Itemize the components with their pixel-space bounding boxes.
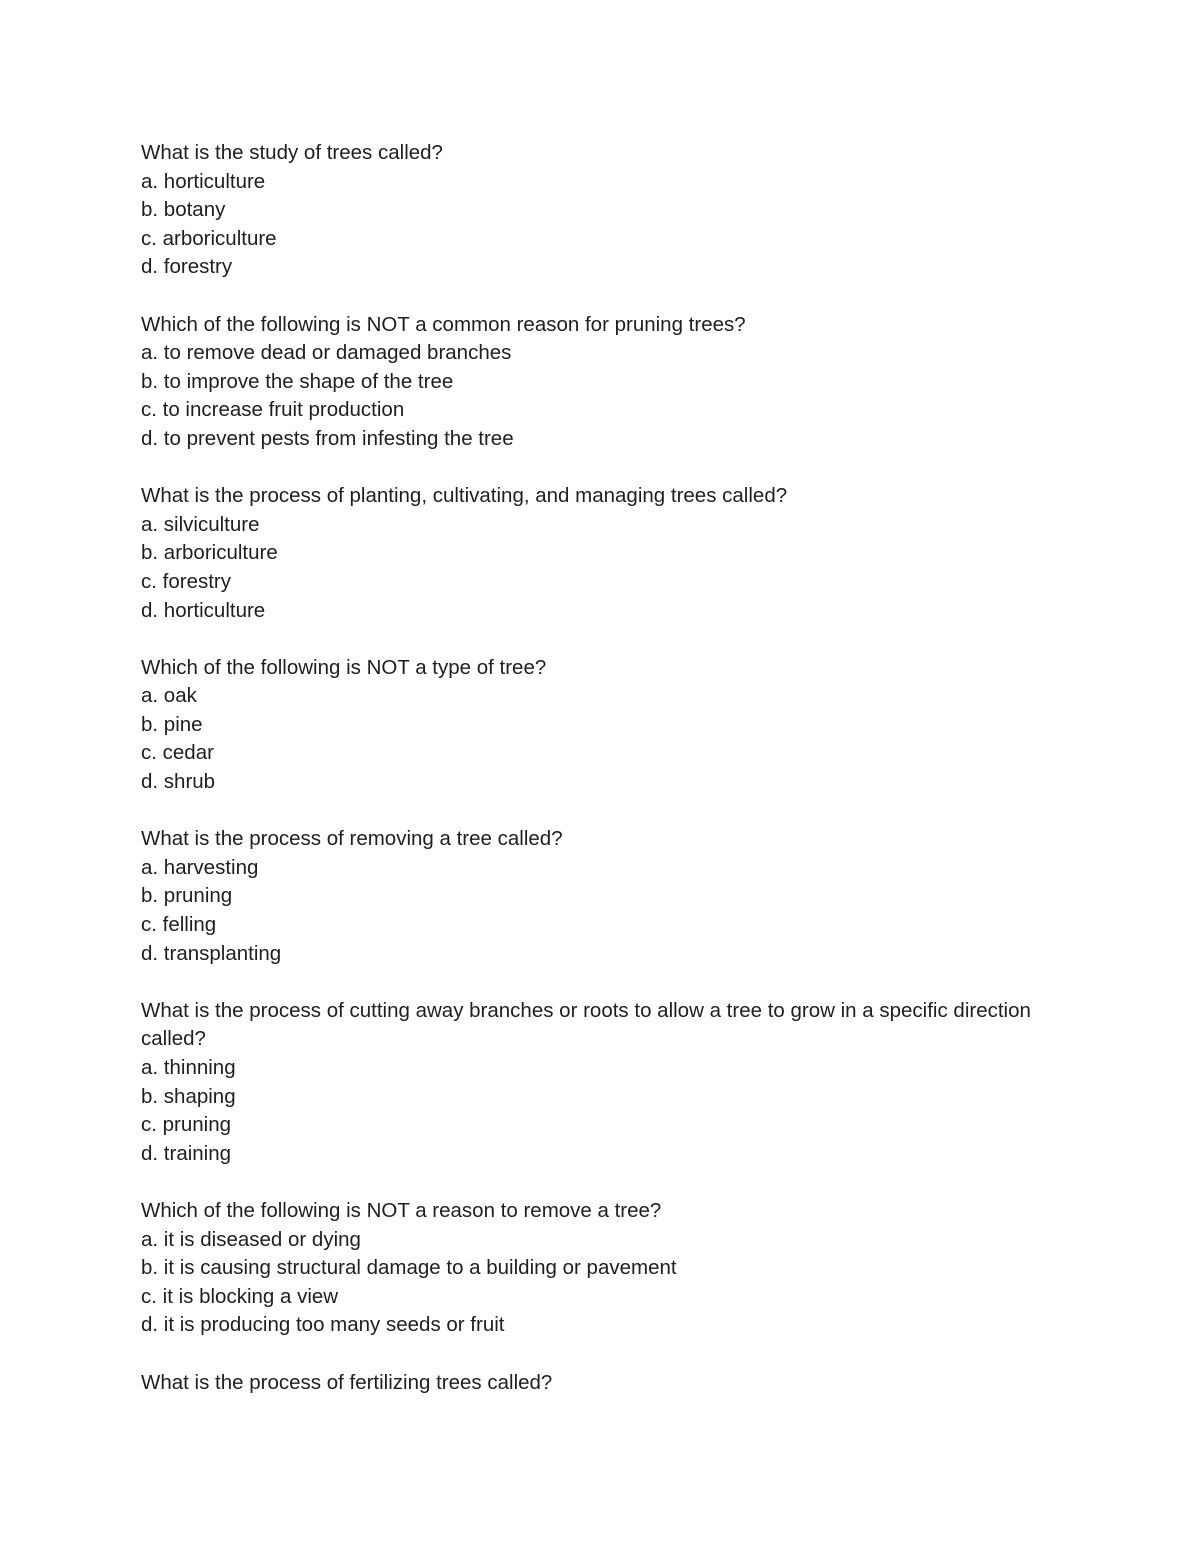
- question-text: Which of the following is NOT a reason to remove a tree?: [141, 1198, 662, 1222]
- answer-option: d. training: [141, 1141, 232, 1165]
- question-block: [141, 1369, 1041, 1398]
- answer-option: d. forestry: [141, 255, 233, 279]
- answer-option: a. thinning: [141, 1056, 236, 1079]
- answer-option: c. arboriculture: [141, 226, 277, 250]
- answer-option: c. cedar: [141, 741, 214, 765]
- answer-option: c. forestry: [141, 569, 231, 593]
- answer-option: b. it is causing structural damage to a building or pavement: [141, 1256, 677, 1280]
- question-text: Which of the following is NOT a common reason for pruning trees?: [141, 312, 746, 336]
- answer-option: b. pine: [141, 712, 203, 736]
- answer-option: c. it is blocking a view: [141, 1284, 339, 1308]
- answer-option: d. horticulture: [141, 598, 266, 622]
- answer-option: a. silviculture: [141, 512, 260, 536]
- answer-option: b. botany: [141, 198, 226, 222]
- question-text: What is the process of planting, cultivating, and managing trees called?: [141, 484, 788, 508]
- question-text: What is the study of trees called?: [141, 141, 443, 164]
- answer-option: d. shrub: [141, 770, 216, 794]
- question-block: [141, 139, 1041, 282]
- question-block: [141, 654, 1041, 797]
- question-text: What is the process of removing a tree called?: [141, 827, 563, 851]
- answer-option: c. pruning: [141, 1113, 232, 1137]
- question-block: [141, 825, 1041, 968]
- answer-option: d. to prevent pests from infesting the tree: [141, 426, 514, 450]
- question-block: [141, 311, 1041, 454]
- answer-option: a. it is diseased or dying: [141, 1227, 361, 1251]
- answer-option: b. arboriculture: [141, 541, 278, 565]
- answer-option: c. to increase fruit production: [141, 398, 405, 422]
- question-block: [141, 1197, 1041, 1340]
- answer-option: a. harvesting: [141, 855, 259, 879]
- answer-option: d. it is producing too many seeds or fruit: [141, 1313, 505, 1337]
- answer-option: a. oak: [141, 684, 197, 708]
- answer-option: a. to remove dead or damaged branches: [141, 341, 512, 365]
- answer-option: b. to improve the shape of the tree: [141, 369, 454, 393]
- quiz-content: [141, 139, 1041, 1426]
- answer-option: d. transplanting: [141, 941, 282, 965]
- answer-option: c. felling: [141, 913, 217, 937]
- question-text: What is the process of cutting away branches or roots to allow a tree to grow in a specific direction called?: [141, 998, 1037, 1051]
- answer-option: b. shaping: [141, 1084, 236, 1108]
- question-text: Which of the following is NOT a type of tree?: [141, 655, 547, 679]
- answer-option: b. pruning: [141, 884, 233, 908]
- question-block: [141, 997, 1041, 1169]
- answer-option: a. horticulture: [141, 169, 266, 193]
- question-block: [141, 482, 1041, 625]
- question-text: What is the process of fertilizing trees called?: [141, 1370, 553, 1394]
